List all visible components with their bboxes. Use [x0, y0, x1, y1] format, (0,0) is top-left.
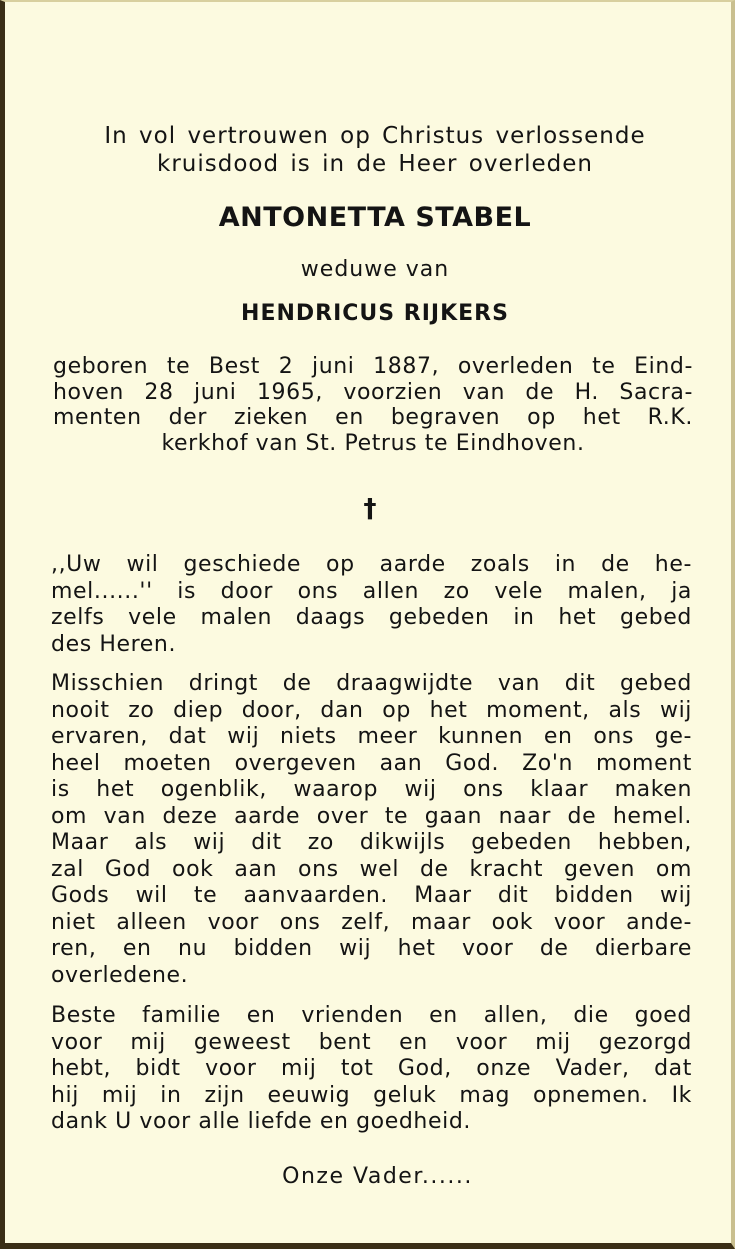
reflection-paragraph — [51, 671, 692, 989]
closing-prayer: Onze Vader...... — [282, 1164, 473, 1189]
deceased-name: ANTONETTA STABEL — [218, 202, 532, 233]
intro-text — [45, 122, 705, 178]
paragraph-line: overledene. — [51, 962, 189, 988]
paragraph-line: dank U voor alle liefde en goedheid. — [51, 1109, 471, 1134]
paragraph-line: zal God ook aan ons wel de kracht geven om — [51, 856, 692, 882]
relation-text: weduwe van — [300, 257, 450, 282]
paragraph-line: ren, en nu bidden wij het voor de dierbare — [51, 936, 692, 961]
intro-line: kruisdood is in de Heer overleden — [157, 151, 593, 177]
paragraph-line: om van deze aarde over te gaan naar de hemel. — [51, 803, 692, 829]
paragraph-line: Beste familie en vrienden en allen, die goed — [51, 1003, 692, 1028]
paragraph-line: heel moeten overgeven aan God. Zo'n moment — [51, 750, 692, 776]
paragraph-line: voor mij geweest bent en voor mij gezorgd — [51, 1029, 692, 1055]
paragraph-line: Misschien dringt de draagwijdte van dit gebed — [51, 671, 692, 696]
paragraph-line: des Heren. — [51, 631, 177, 657]
paragraph-line: Gods wil te aanvaarden. Maar dit bidden wij — [51, 883, 692, 908]
paragraph-line: hij mij in zijn eeuwig geluk mag opnemen. Ik — [51, 1082, 692, 1108]
paragraph-line: hebt, bidt voor mij tot God, onze Vader, dat — [51, 1056, 692, 1081]
paragraph-line: ,,Uw wil geschiede op aarde zoals in de he- — [51, 552, 692, 577]
bio-line: geboren te Best 2 juni 1887, overleden te Eind- — [53, 354, 693, 379]
biography — [53, 354, 693, 456]
spouse-name: HENDRICUS RIJKERS — [241, 301, 509, 326]
paragraph-line: is het ogenblik, waarop wij ons klaar maken — [51, 777, 692, 802]
intro-line: In vol vertrouwen op Christus verlossende — [104, 123, 646, 149]
farewell-paragraph — [51, 1003, 692, 1136]
paragraph-line: Maar als wij dit zo dikwijls gebeden hebben, — [51, 830, 692, 855]
paragraph-line: nooit zo diep door, dan op het moment, als wij — [51, 697, 692, 723]
bio-line: kerkhof van St. Petrus te Eindhoven. — [161, 430, 585, 456]
prayer-paragraph — [51, 552, 692, 658]
paragraph-line: mel......'' is door ons allen zo vele malen, ja — [51, 578, 692, 604]
bio-line: hoven 28 juni 1965, voorzien van de H. Sacra- — [53, 379, 693, 405]
bio-line: menten der zieken en begraven op het R.K. — [53, 405, 693, 430]
cross-icon: † — [363, 494, 377, 524]
paragraph-line: ervaren, dat wij niets meer kunnen en ons ge- — [51, 724, 692, 749]
paragraph-line: niet alleen voor ons zelf, maar ook voor ande- — [51, 909, 692, 935]
paragraph-line: zelfs vele malen daags gebeden in het gebed — [51, 605, 692, 630]
